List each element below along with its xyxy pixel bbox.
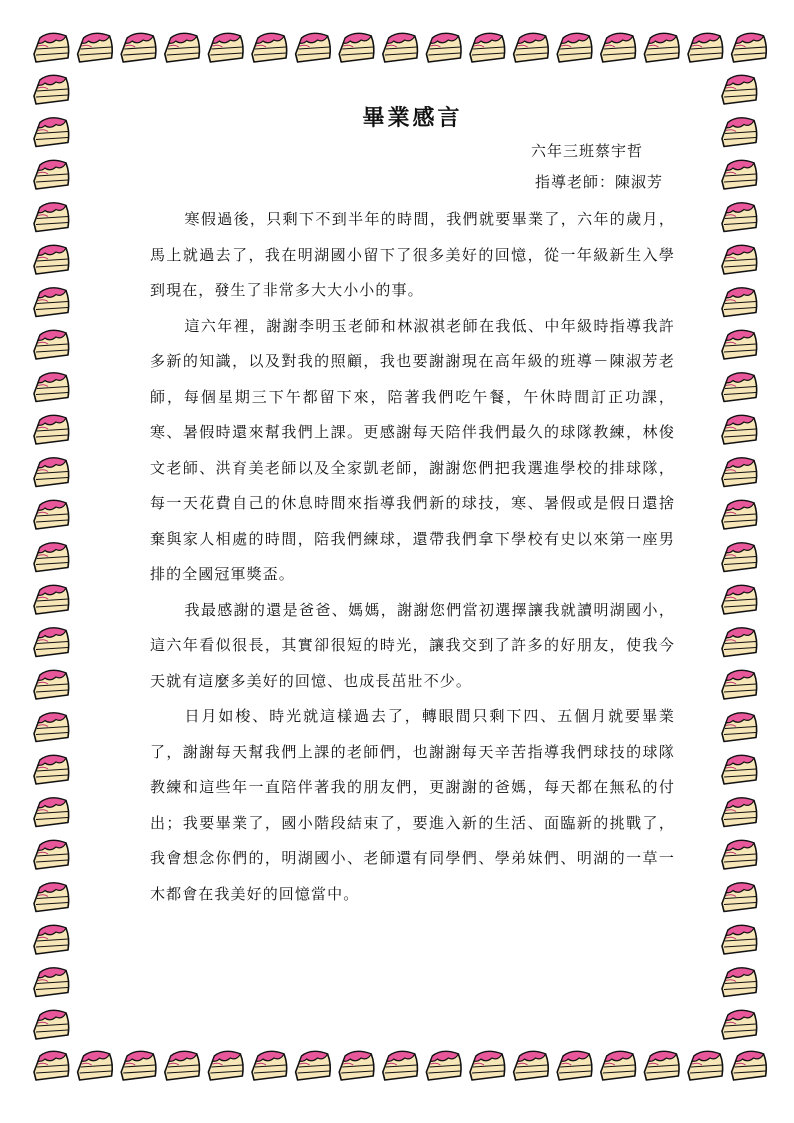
cake-slice-icon-1 — [34, 1051, 69, 1080]
cake-slice-icon-11 — [252, 1051, 287, 1080]
cake-slice-icon-32 — [732, 33, 767, 62]
cake-slice-icon-76 — [34, 968, 69, 997]
cake-slice-icon-70 — [34, 840, 69, 869]
cake-slice-icon-14 — [339, 33, 374, 62]
cake-slice-icon-74 — [34, 925, 69, 954]
cake-slice-icon-40 — [34, 203, 69, 232]
cake-slice-icon-45 — [722, 288, 757, 317]
cake-slice-icon-41 — [722, 203, 757, 232]
cake-slice-icon-59 — [722, 585, 757, 614]
cake-slice-icon-20 — [470, 33, 505, 62]
cake-slice-icon-44 — [34, 288, 69, 317]
cake-slice-icon-8 — [208, 33, 243, 62]
cake-slice-icon-22 — [514, 33, 549, 62]
cake-slice-icon-78 — [34, 1010, 69, 1039]
cake-slice-icon-24 — [557, 33, 592, 62]
cake-slice-icon-4 — [121, 33, 156, 62]
cake-slice-icon-6 — [165, 33, 200, 62]
cake-slice-icon-37 — [722, 118, 757, 147]
cake-slice-icon-46 — [34, 330, 69, 359]
cake-slice-icon-25 — [557, 1051, 592, 1080]
cake-slice-icon-77 — [722, 968, 757, 997]
cake-slice-icon-28 — [644, 33, 679, 62]
cake-slice-icon-52 — [34, 458, 69, 487]
cake-slice-icon-0 — [34, 33, 69, 62]
cake-slice-icon-68 — [34, 798, 69, 827]
cake-slice-icon-61 — [722, 628, 757, 657]
cake-slice-icon-34 — [34, 75, 69, 104]
cake-slice-icon-50 — [34, 415, 69, 444]
cake-slice-icon-2 — [78, 33, 113, 62]
cake-slice-icon-18 — [426, 33, 461, 62]
cake-slice-icon-65 — [722, 713, 757, 742]
cake-slice-icon-29 — [644, 1051, 679, 1080]
cake-slice-icon-72 — [34, 883, 69, 912]
cake-slice-icon-39 — [722, 160, 757, 189]
cake-slice-icon-53 — [722, 458, 757, 487]
cake-slice-icon-57 — [722, 543, 757, 572]
document-title: 畢業感言 — [362, 105, 463, 131]
cake-slice-icon-66 — [34, 755, 69, 784]
cake-slice-icon-31 — [688, 1051, 723, 1080]
cake-slice-icon-79 — [722, 1010, 757, 1039]
paragraph-2: 這六年裡，謝謝李明玉老師和林淑祺老師在我低、中年級時指導我許多新的知識，以及對我的照顧，我也要謝謝現在高年級的班導－陳淑芳老師，每個星期三下午都留下來，陪著我們吃午餐，午休時間訂正功課，寒、暑假時還來幫我們上課。更感謝每天陪伴我們最久的球隊教練，林俊文老師、洪育美老師以及全家凱老師，謝謝您們把我選進學校的排球隊，每一天花費自己的休息時間來指導我們新的球技，寒、暑假或是假日還捨棄與家人相處的時間，陪我們練球，還帶我們拿下學校有史以來第一座男排的全國冠軍獎盃。 — [150, 316, 675, 583]
cake-slice-icon-58 — [34, 585, 69, 614]
cake-slice-icon-75 — [722, 925, 757, 954]
cake-slice-icon-48 — [34, 373, 69, 402]
cake-slice-icon-54 — [34, 500, 69, 529]
teacher-line: 指導老師：陳淑芳 — [534, 173, 663, 191]
cake-slice-icon-51 — [722, 415, 757, 444]
cake-slice-icon-19 — [426, 1051, 461, 1080]
essay-body — [150, 202, 675, 912]
cake-slice-icon-21 — [470, 1051, 505, 1080]
cake-slice-icon-67 — [722, 755, 757, 784]
cake-slice-icon-7 — [165, 1051, 200, 1080]
author-line: 六年三班蔡宇哲 — [530, 142, 643, 160]
cake-slice-icon-62 — [34, 670, 69, 699]
cake-slice-icon-9 — [208, 1051, 243, 1080]
cake-slice-icon-16 — [383, 33, 418, 62]
cake-slice-icon-56 — [34, 543, 69, 572]
cake-slice-icon-63 — [722, 670, 757, 699]
cake-slice-icon-71 — [722, 840, 757, 869]
paragraph-1: 寒假過後，只剩下不到半年的時間，我們就要畢業了，六年的歲月，馬上就過去了，我在明湖國小留下了很多美好的回憶，從一年級新生入學到現在，發生了非常多大大小小的事。 — [150, 210, 675, 299]
cake-slice-icon-30 — [688, 33, 723, 62]
paragraph-3: 我最感謝的還是爸爸、媽媽，謝謝您們當初選擇讓我就讀明湖國小，這六年看似很長，其實卻很短的時光，讓我交到了許多的好朋友，使我今天就有這麼多美好的回憶、也成長茁壯不少。 — [150, 600, 675, 690]
cake-slice-icon-17 — [383, 1051, 418, 1080]
cake-slice-icon-69 — [722, 798, 757, 827]
cake-slice-icon-43 — [722, 245, 757, 274]
cake-slice-icon-35 — [722, 75, 757, 104]
cake-slice-icon-23 — [514, 1051, 549, 1080]
cake-slice-icon-55 — [722, 500, 757, 529]
cake-slice-icon-27 — [601, 1051, 636, 1080]
cake-slice-icon-49 — [722, 373, 757, 402]
cake-slice-icon-15 — [339, 1051, 374, 1080]
document-body — [150, 100, 675, 912]
cake-slice-icon-47 — [722, 330, 757, 359]
cake-slice-icon-5 — [121, 1051, 156, 1080]
cake-slice-icon-26 — [601, 33, 636, 62]
cake-slice-icon-3 — [78, 1051, 113, 1080]
cake-slice-icon-10 — [252, 33, 287, 62]
cake-slice-icon-13 — [296, 1051, 331, 1080]
cake-slice-icon-12 — [296, 33, 331, 62]
cake-slice-icon-73 — [722, 883, 757, 912]
cake-slice-icon-42 — [34, 245, 69, 274]
paragraph-4: 日月如梭、時光就這樣過去了，轉眼間只剩下四、五個月就要畢業了，謝謝每天幫我們上課的老師們，也謝謝每天辛苦指導我們球技的球隊教練和這些年一直陪伴著我的朋友們，更謝謝的爸媽，每天都在無私的付出；我要畢業了，國小階段結束了，要進入新的生活、面臨新的挑戰了，我會想念你們的，明湖國小、老師還有同學們、學弟妹們、明湖的一草一木都會在我美好的回憶當中。 — [150, 707, 675, 903]
cake-slice-icon-64 — [34, 713, 69, 742]
cake-slice-icon-36 — [34, 118, 69, 147]
cake-slice-icon-38 — [34, 160, 69, 189]
cake-slice-icon-33 — [732, 1051, 767, 1080]
cake-slice-icon-60 — [34, 628, 69, 657]
